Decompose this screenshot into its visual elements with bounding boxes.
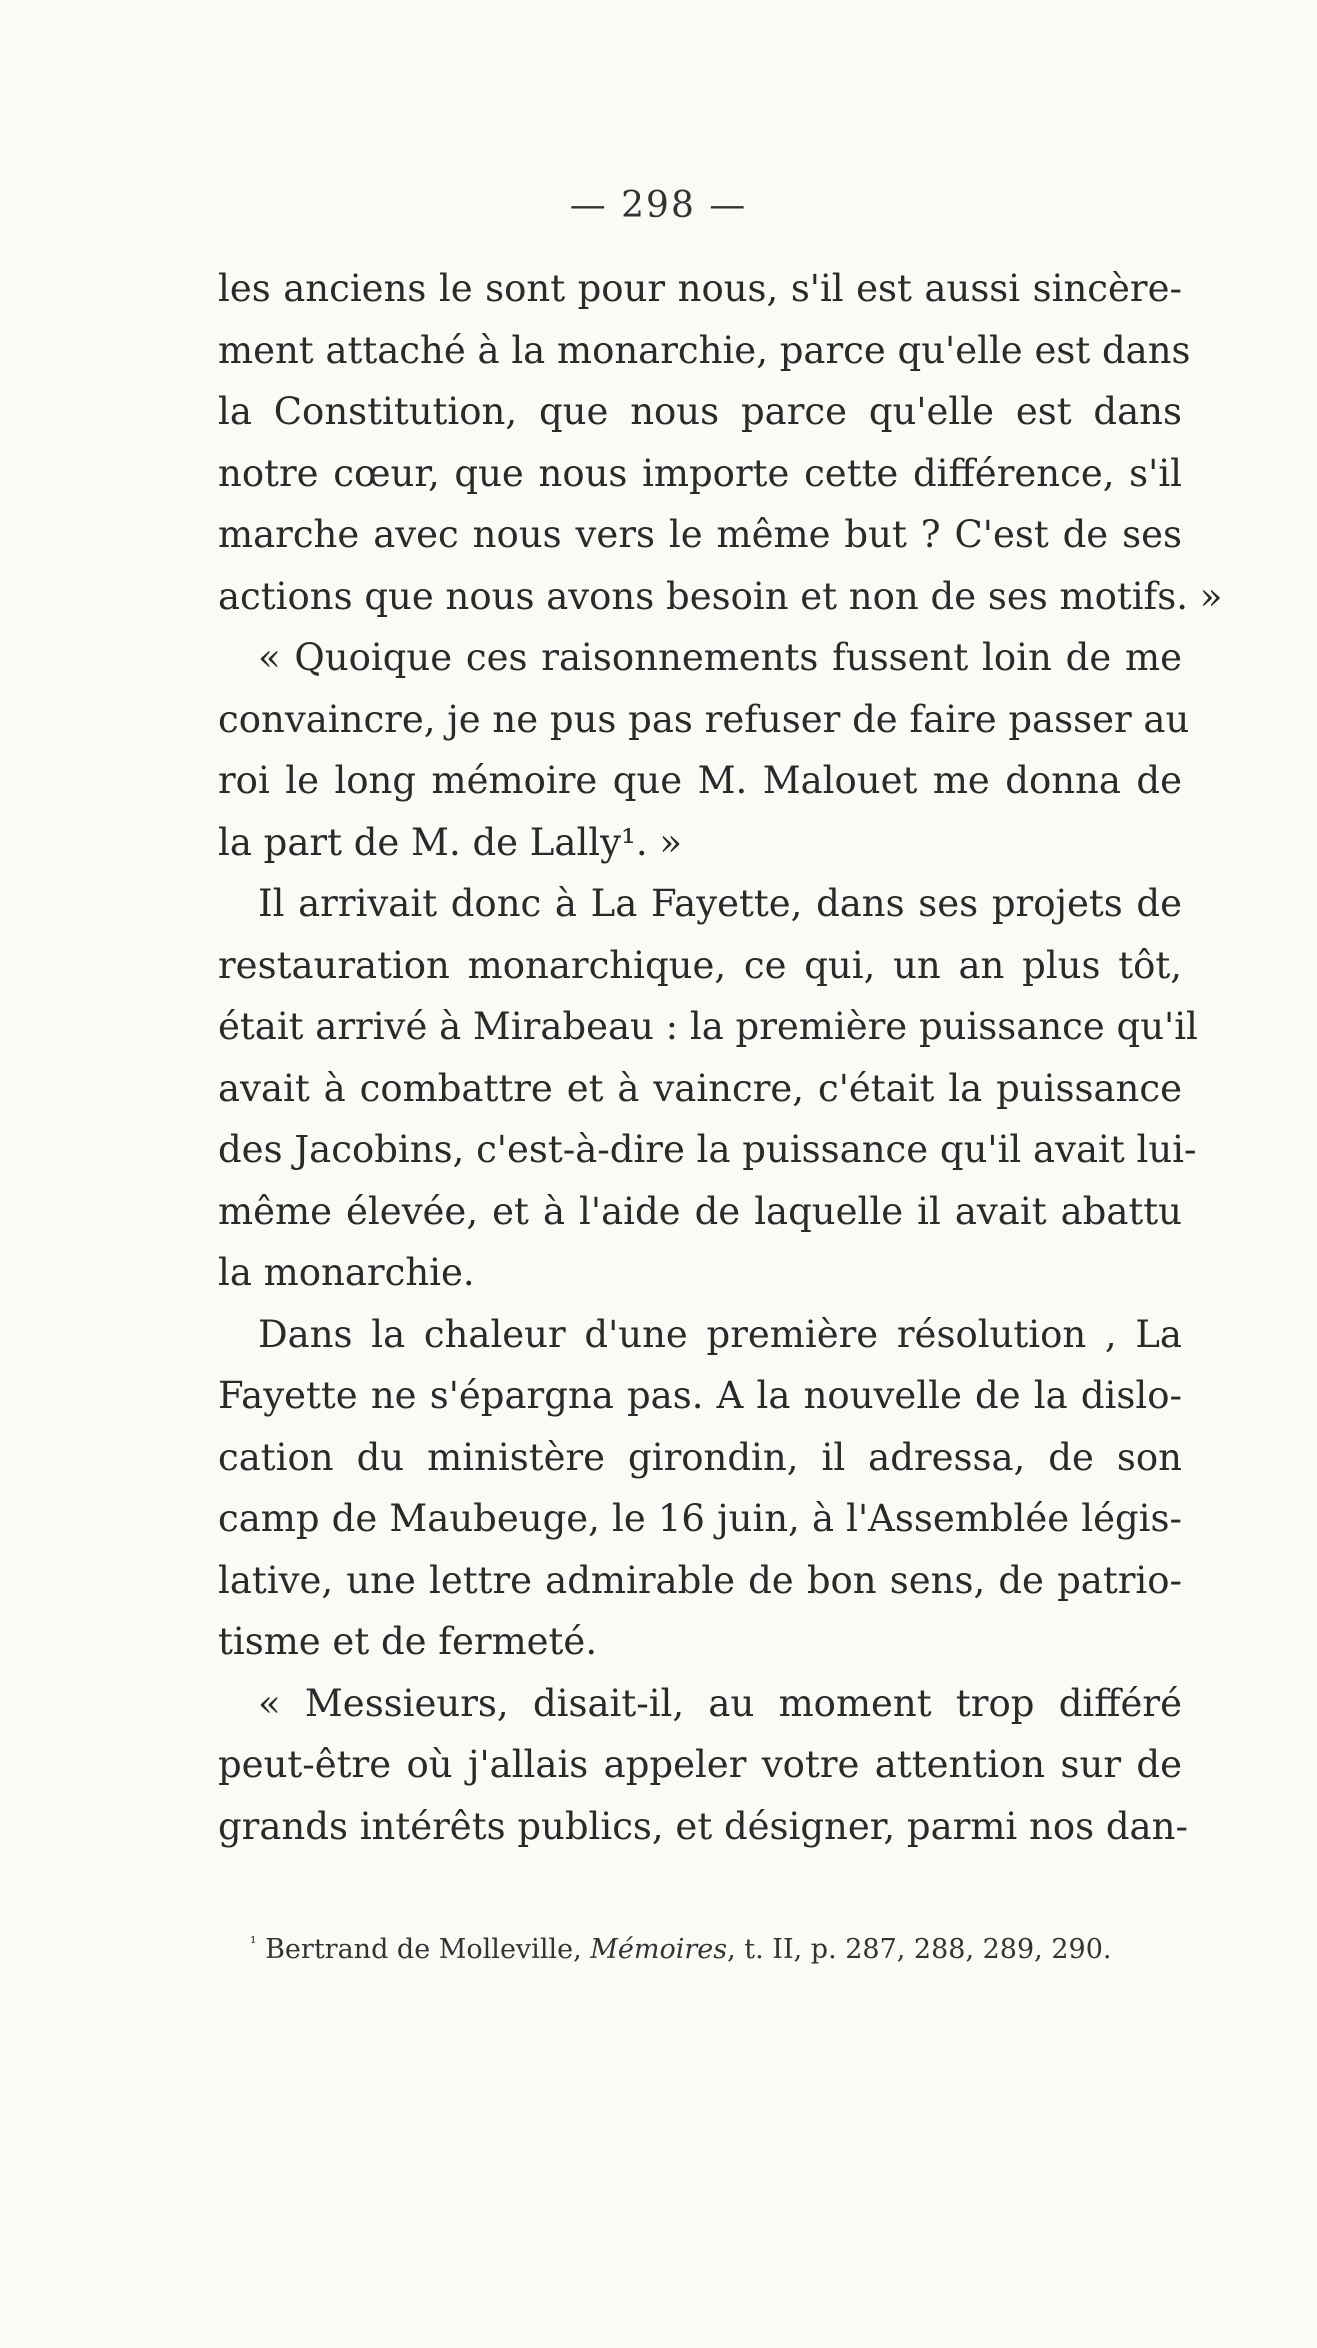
text-line: roi le long mémoire que M. Malouet me donna de: [218, 759, 1182, 802]
text-line: restauration monarchique, ce qui, un an plus tôt,: [218, 943, 1182, 987]
text-line: la monarchie.: [218, 1251, 475, 1294]
text-line: grands intérêts publics, et désigner, parmi nos dan-: [218, 1804, 1188, 1848]
body-text: [218, 258, 1223, 1857]
text-line: peut-être où j'allais appeler votre attention sur de: [218, 1743, 1182, 1786]
footnote-ref: , t. II, p. 287, 288, 289, 290.: [727, 1934, 1112, 1965]
text-line: même élevée, et à l'aide de laquelle il avait abattu: [218, 1189, 1182, 1233]
text-line: la part de M. de Lally¹. »: [218, 820, 682, 864]
text-line: notre cœur, que nous importe cette différence, s'il: [218, 451, 1182, 495]
text-line: actions que nous avons besoin et non de ses motifs. »: [218, 574, 1223, 618]
text-line: cation du ministère girondin, il adressa, de son: [218, 1435, 1182, 1479]
footnote-marker: ¹: [250, 1933, 257, 1952]
footnote: [250, 1930, 1190, 1970]
text-line: camp de Maubeuge, le 16 juin, à l'Assemblée légis-: [218, 1497, 1182, 1540]
text-line: avait à combattre et à vaincre, c'était la puissance: [218, 1066, 1182, 1110]
text-line: était arrivé à Mirabeau : la première puissance qu'il: [218, 1005, 1198, 1048]
text-line: ment attaché à la monarchie, parce qu'elle est dans: [218, 328, 1191, 372]
text-line: des Jacobins, c'est-à-dire la puissance qu'il avait lui-: [218, 1128, 1197, 1171]
text-line: tisme et de fermeté.: [218, 1620, 598, 1663]
footnote-title: Mémoires: [590, 1934, 728, 1965]
text-line: « Messieurs, disait-il, au moment trop différé: [258, 1681, 1182, 1725]
text-line: Dans la chaleur d'une première résolution , La: [258, 1312, 1182, 1356]
text-line: les anciens le sont pour nous, s'il est aussi sincère-: [218, 267, 1182, 310]
text-line: Fayette ne s'épargna pas. A la nouvelle de la dislo-: [218, 1374, 1182, 1417]
text-line: « Quoique ces raisonnements fussent loin de me: [258, 636, 1182, 679]
page-number: — 298 —: [569, 185, 748, 226]
text-line: la Constitution, que nous parce qu'elle est dans: [218, 390, 1182, 433]
text-line: lative, une lettre admirable de bon sens, de patrio-: [218, 1558, 1182, 1602]
footnote-author: Bertrand de Molleville,: [265, 1934, 582, 1965]
text-line: convaincre, je ne pus pas refuser de faire passer au: [218, 697, 1190, 741]
text-line: marche avec nous vers le même but ? C'est de ses: [218, 513, 1182, 556]
text-line: Il arrivait donc à La Fayette, dans ses projets de: [258, 882, 1182, 925]
